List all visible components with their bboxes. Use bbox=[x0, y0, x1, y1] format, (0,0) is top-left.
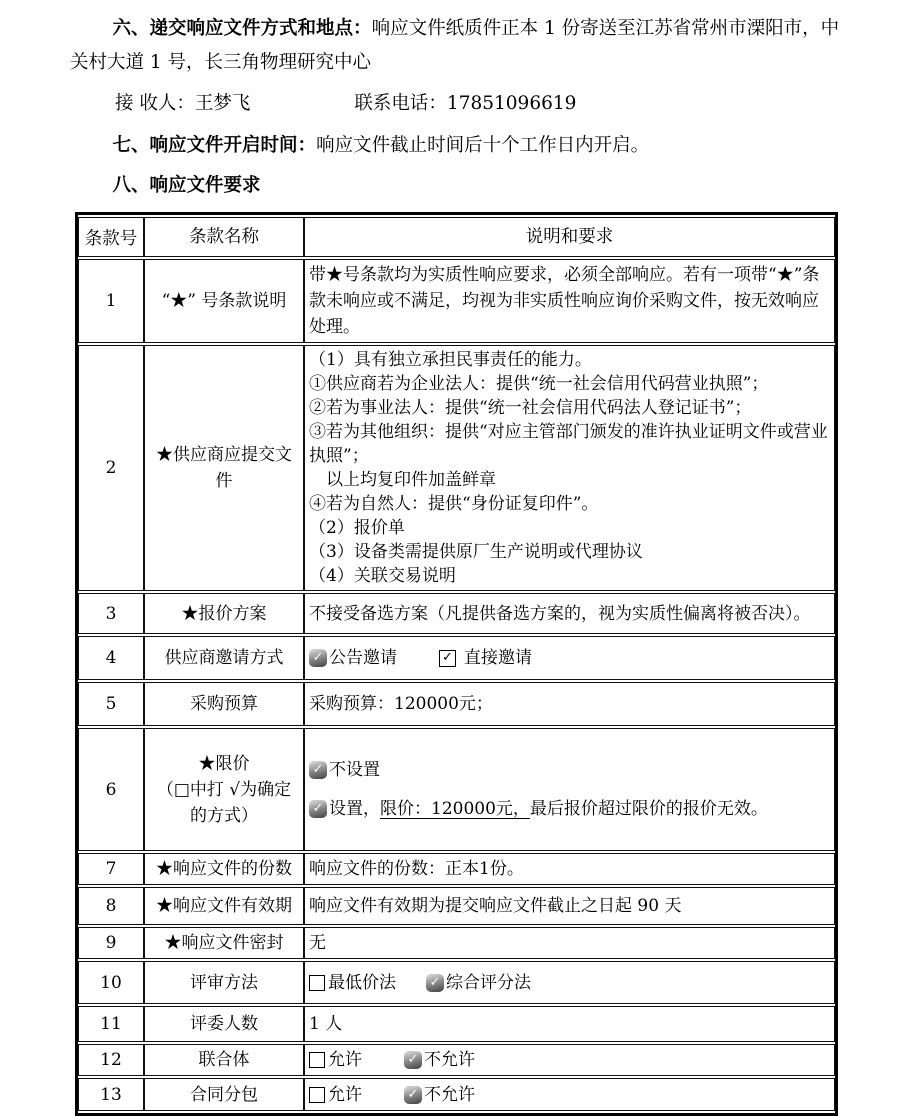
table-row bbox=[78, 728, 835, 851]
description-line: ①供应商若为企业法人：提供“统一社会信用代码营业执照”； bbox=[309, 374, 769, 394]
cell-clause-no: 12 bbox=[78, 1044, 144, 1076]
table-row bbox=[78, 927, 835, 959]
option-lowest-price bbox=[309, 970, 396, 996]
phone-label: 联系电话： bbox=[354, 93, 447, 114]
table-row bbox=[78, 682, 835, 726]
description-line: ④若为自然人：提供“身份证复印件”。 bbox=[309, 494, 599, 514]
cell-clause-no: 2 bbox=[78, 345, 144, 591]
cell-clause-no: 10 bbox=[78, 961, 144, 1004]
checkmark-badge-icon: ✓ bbox=[309, 761, 327, 779]
checkbox-checked-icon: ✓ bbox=[439, 650, 456, 667]
cell-description: 响应文件的份数：正本1份。 bbox=[304, 853, 835, 885]
checkmark-badge-icon: ✓ bbox=[404, 1051, 422, 1069]
paragraph-contact bbox=[70, 89, 852, 119]
paragraph-requirements-heading: 八、响应文件要求 bbox=[112, 175, 261, 196]
description-line: 以上均复印件加盖鲜章 bbox=[309, 470, 496, 490]
cell-description bbox=[304, 1078, 835, 1111]
description-line: （4）关联交易说明 bbox=[309, 566, 456, 586]
option-label: 综合评分法 bbox=[446, 972, 531, 993]
cell-clause-name: ★响应文件有效期 bbox=[144, 887, 304, 925]
table-row bbox=[78, 1044, 835, 1076]
cell-clause-name: ★响应文件密封 bbox=[144, 927, 304, 959]
clause-name-line: ★限价 bbox=[198, 753, 250, 774]
header-clause-name: 条款名称 bbox=[144, 217, 304, 257]
description-line: （1）具有独立承担民事责任的能力。 bbox=[309, 350, 592, 370]
option-direct-invite bbox=[439, 645, 532, 671]
opening-time-heading: 七、响应文件开启时间： bbox=[112, 135, 317, 156]
paragraph-opening-time bbox=[70, 130, 852, 161]
cell-clause-name: 联合体 bbox=[144, 1044, 304, 1076]
option-limit-set bbox=[309, 796, 768, 822]
cell-clause-no: 8 bbox=[78, 887, 144, 925]
cell-description: 无 bbox=[304, 927, 835, 959]
option-announcement bbox=[309, 645, 397, 671]
header-description: 说明和要求 bbox=[304, 217, 835, 257]
table-row bbox=[78, 853, 835, 885]
checkbox-empty-icon bbox=[309, 975, 325, 991]
cell-clause-no: 7 bbox=[78, 853, 144, 885]
cell-description bbox=[304, 1044, 835, 1076]
description-line: ②若为事业法人：提供“统一社会信用代码法人登记证书”； bbox=[309, 398, 752, 418]
cell-clause-no: 11 bbox=[78, 1006, 144, 1042]
paragraph-submission bbox=[70, 12, 852, 80]
cell-description: 带★号条款均为实质性响应要求，必须全部响应。若有一项带“★”条款未响应或不满足，均视为非实质性响应询价采购文件，按无效响应处理。 bbox=[304, 259, 835, 343]
cell-clause-no: 5 bbox=[78, 682, 144, 726]
option-not-allowed bbox=[404, 1082, 475, 1108]
cell-clause-name: ★供应商应提交文件 bbox=[144, 345, 304, 591]
option-not-allowed bbox=[404, 1047, 475, 1073]
cell-clause-name: ★响应文件的份数 bbox=[144, 853, 304, 885]
table-row bbox=[78, 1006, 835, 1042]
cell-clause-no: 9 bbox=[78, 927, 144, 959]
cell-clause-no: 3 bbox=[78, 593, 144, 634]
cell-clause-name: 评审方法 bbox=[144, 961, 304, 1004]
option-comprehensive-scoring bbox=[426, 970, 531, 996]
cell-clause-name: 供应商邀请方式 bbox=[144, 636, 304, 680]
checkmark-badge-icon: ✓ bbox=[404, 1086, 422, 1104]
cell-clause-name: 合同分包 bbox=[144, 1078, 304, 1111]
submission-heading: 六、递交响应文件方式和地点： bbox=[112, 18, 372, 39]
submission-text: 响应文件纸质件正本 1 份寄送至江苏省常州市溧阳市，中关村大道 1 号，长三角物理研究中心 bbox=[70, 18, 840, 73]
table-header-row bbox=[78, 217, 835, 257]
cell-description bbox=[304, 728, 835, 851]
checkmark-badge-icon: ✓ bbox=[426, 974, 444, 992]
table-row bbox=[78, 961, 835, 1004]
option-label: 最低价法 bbox=[328, 972, 396, 993]
option-allowed bbox=[309, 1047, 362, 1073]
option-label: 公告邀请 bbox=[329, 648, 397, 668]
table-row bbox=[78, 887, 835, 925]
cell-description: 1 人 bbox=[304, 1006, 835, 1042]
recipient-name: 王梦飞 bbox=[194, 93, 251, 114]
option-label: 最后报价超过限价的报价无效。 bbox=[529, 799, 768, 819]
checkbox-empty-icon bbox=[309, 1087, 325, 1103]
table-row bbox=[78, 259, 835, 343]
cell-clause-name: 评委人数 bbox=[144, 1006, 304, 1042]
option-label: 允许 bbox=[328, 1050, 362, 1070]
option-label: 不设置 bbox=[329, 760, 380, 780]
checkmark-badge-icon: ✓ bbox=[309, 800, 327, 818]
cell-description: 不接受备选方案（凡提供备选方案的，视为实质性偏离将被否决）。 bbox=[304, 593, 835, 634]
limit-price-value: 限价：120000元， bbox=[380, 799, 530, 819]
description-line: （2）报价单 bbox=[309, 518, 405, 538]
option-allowed bbox=[309, 1082, 362, 1108]
clause-name-line: （□中打 √为确定的方式） bbox=[156, 779, 292, 826]
cell-clause-name: ★报价方案 bbox=[144, 593, 304, 634]
cell-description bbox=[304, 636, 835, 680]
cell-clause-name bbox=[144, 728, 304, 851]
cell-description bbox=[304, 345, 835, 591]
cell-description: 采购预算：120000元； bbox=[304, 682, 835, 726]
recipient-label: 接 收人： bbox=[115, 93, 195, 114]
cell-description: 响应文件有效期为提交响应文件截止之日起 90 天 bbox=[304, 887, 835, 925]
phone-number: 17851096619 bbox=[446, 93, 577, 114]
description-line: ③若为其他组织：提供“对应主管部门颁发的准许执业证明文件或营业执照”； bbox=[309, 422, 828, 466]
option-label: 不允许 bbox=[424, 1084, 475, 1105]
table-row bbox=[78, 636, 835, 680]
checkbox-empty-icon bbox=[309, 1052, 325, 1068]
opening-time-text: 响应文件截止时间后十个工作日内开启。 bbox=[316, 135, 650, 156]
description-line: （3）设备类需提供原厂生产说明或代理协议 bbox=[309, 542, 643, 562]
header-clause-no: 条款号 bbox=[78, 217, 144, 257]
option-label: 不允许 bbox=[424, 1050, 475, 1070]
cell-description bbox=[304, 961, 835, 1004]
option-label: 设置， bbox=[329, 799, 380, 819]
table-row bbox=[78, 593, 835, 634]
cell-clause-name: 采购预算 bbox=[144, 682, 304, 726]
option-label: 直接邀请 bbox=[464, 648, 532, 668]
requirements-table bbox=[75, 212, 838, 1116]
checkmark-badge-icon: ✓ bbox=[309, 649, 327, 667]
cell-clause-no: 1 bbox=[78, 259, 144, 343]
option-label: 允许 bbox=[328, 1084, 362, 1105]
option-no-limit bbox=[309, 757, 380, 783]
cell-clause-no: 4 bbox=[78, 636, 144, 680]
intro-section bbox=[0, 0, 912, 201]
table-row bbox=[78, 345, 835, 591]
table-row bbox=[78, 1078, 835, 1111]
cell-clause-name: “★” 号条款说明 bbox=[144, 259, 304, 343]
cell-clause-no: 6 bbox=[78, 728, 144, 851]
cell-clause-no: 13 bbox=[78, 1078, 144, 1111]
